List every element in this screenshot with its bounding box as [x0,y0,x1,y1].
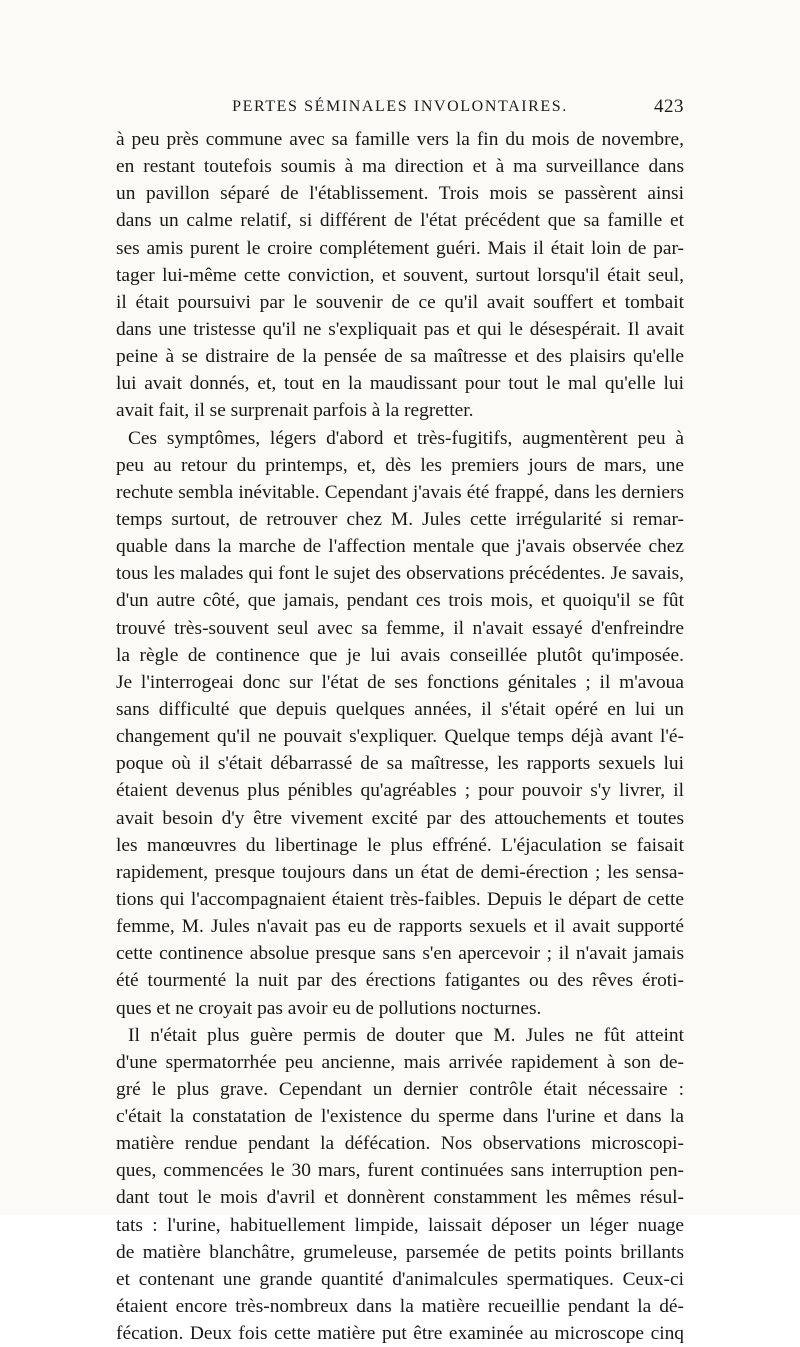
text-line: gré le plus grave. Cependant un dernier contrôle était nécessaire : [116,1078,684,1100]
text-line: matière rendue pendant la défécation. Nos observations microscopi- [116,1133,684,1155]
text-line: quable dans la marche de l'affection mentale que j'avais observée chez [116,536,684,558]
text-line: dant tout le mois d'avril et donnèrent constamment les mêmes résul- [116,1187,684,1209]
running-head [116,96,684,120]
text-line: de matière blanchâtre, grumeleuse, parsemée de petits points brillants [116,1241,684,1263]
text-line: un pavillon séparé de l'établissement. Trois mois se passèrent ainsi [116,183,684,205]
running-title: PERTES SÉMINALES INVOLONTAIRES. [232,98,568,115]
text-line: tats : l'urine, habituellement limpide, laissait déposer un léger nuage [116,1214,684,1236]
text-line: il était poursuivi par le souvenir de ce qu'il avait souffert et tombait [116,291,684,313]
text-line: lui avait donnés, et, tout en la maudissant pour tout le mal qu'elle lui [116,373,684,395]
text-line: cette continence absolue presque sans s'en apercevoir ; il n'avait jamais [116,943,684,965]
text-line: poque où il s'était débarrassé de sa maîtresse, les rapports sexuels lui [116,753,684,775]
text-line: peine à se distraire de la pensée de sa maîtresse et des plaisirs qu'elle [116,346,684,368]
text-line: dans une tristesse qu'il ne s'expliquait pas et qui le désespérait. Il avait [116,318,684,340]
text-line: d'un autre côté, que jamais, pendant ces trois mois, et quoiqu'il se fût [116,590,684,612]
text-line: étaient encore très-nombreux dans la matière recueillie pendant la dé- [116,1296,684,1318]
text-line: ques et ne croyait pas avoir eu de pollutions nocturnes. [116,997,542,1019]
text-line: la règle de continence que je lui avais conseillée plutôt qu'imposée. [116,644,684,666]
text-line: et contenant une grande quantité d'animalcules spermatiques. Ceux-ci [116,1268,684,1290]
text-line: sans difficulté que depuis quelques années, il s'était opéré en lui un [116,698,684,720]
body-text [116,126,684,1347]
text-line: les manœuvres du libertinage le plus effréné. L'éjaculation se faisait [116,834,684,856]
text-line: en restant toutefois soumis à ma direction et à ma surveillance dans [116,156,684,178]
text-line: rechute sembla inévitable. Cependant j'avais été frappé, dans les derniers [116,481,684,503]
text-line: peu au retour du printemps, et, dès les premiers jours de mars, une [116,454,684,476]
text-line: Ces symptômes, légers d'abord et très-fugitifs, augmentèrent peu à [128,427,684,449]
text-line: tions qui l'accompagnaient étaient très-faibles. Depuis le départ de cette [116,888,684,910]
text-line: ses amis purent le croire complétement guéri. Mais il était loin de par- [116,237,684,259]
text-line: temps surtout, de retrouver chez M. Jules cette irrégularité si remar- [116,508,684,530]
text-line: à peu près commune avec sa famille vers la fin du mois de novembre, [116,129,684,150]
text-line: trouvé très-souvent seul avec sa femme, il n'avait essayé d'enfreindre [116,617,684,639]
text-line: dans un calme relatif, si différent de l'état précédent que sa famille et [116,210,684,232]
text-line: c'était la constatation de l'existence du sperme dans l'urine et dans la [116,1106,684,1128]
text-line: ques, commencées le 30 mars, furent continuées sans interruption pen- [116,1160,684,1182]
text-line: Il n'était plus guère permis de douter que M. Jules ne fût atteint [128,1024,684,1046]
page-number: 423 [654,96,684,117]
text-line: fécation. Deux fois cette matière put être examinée au microscope cinq [116,1323,684,1345]
text-line: tous les malades qui font le sujet des observations précédentes. Je savais, [116,563,684,585]
text-line: été tourmenté la nuit par des érections fatigantes ou des rêves éroti- [116,970,684,992]
text-line: avait fait, il se surprenait parfois à la regretter. [116,400,474,422]
text-line: rapidement, presque toujours dans un état de demi-érection ; les sensa- [116,861,684,883]
text-line: tager lui-même cette conviction, et souvent, surtout lorsqu'il était seul, [116,264,684,286]
text-line: femme, M. Jules n'avait pas eu de rapports sexuels et il avait supporté [116,916,684,938]
text-line: Je l'interrogeai donc sur l'état de ses fonctions génitales ; il m'avoua [116,671,684,693]
text-line: d'une spermatorrhée peu ancienne, mais arrivée rapidement à son de- [116,1051,684,1073]
text-line: changement qu'il ne pouvait s'expliquer. Quelque temps déjà avant l'é- [116,726,684,748]
text-line: étaient devenus plus pénibles qu'agréables ; pour pouvoir s'y livrer, il [116,780,684,802]
text-line: avait besoin d'y être vivement excité par des attouchements et toutes [116,807,684,829]
